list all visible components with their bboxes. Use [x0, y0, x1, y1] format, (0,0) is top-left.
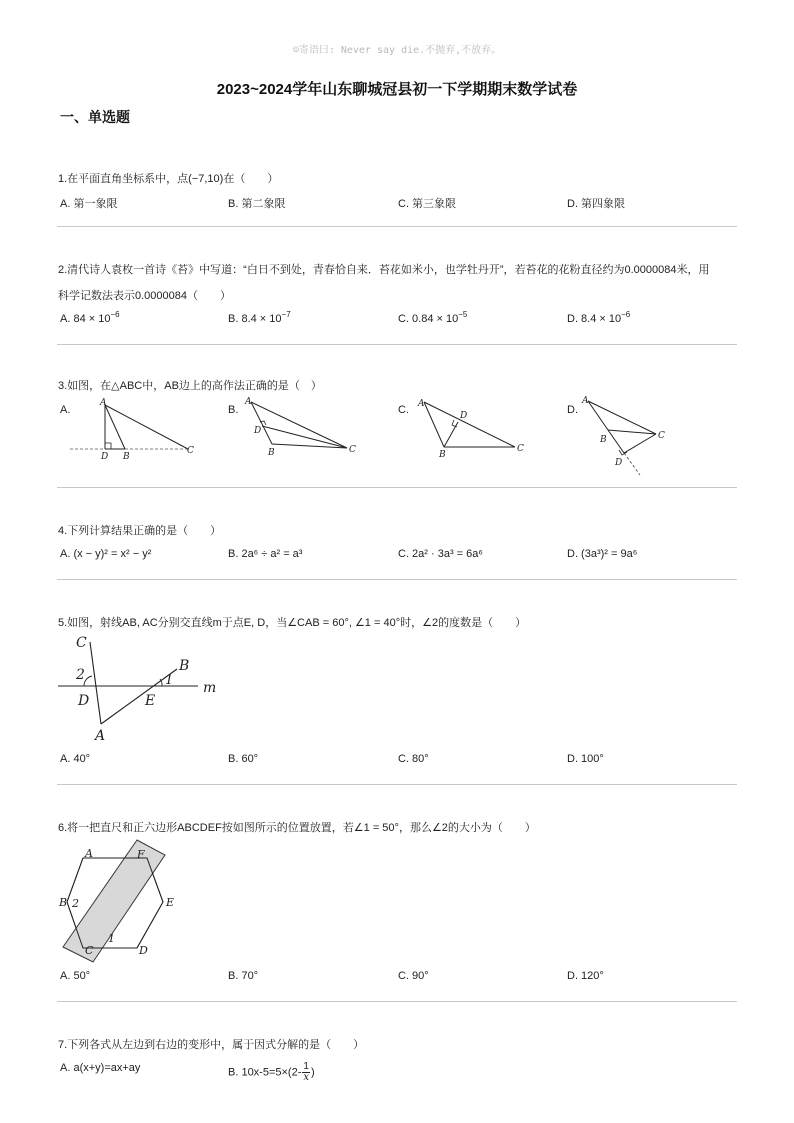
svg-text:B: B [179, 658, 190, 674]
separator [57, 226, 737, 227]
watermark: ☺寄语曰: Never say die.不抛弃,不放弃。 [292, 45, 502, 56]
q5-option-c[interactable]: C. 80° [398, 753, 429, 765]
q5-option-b[interactable]: B. 60° [228, 753, 259, 765]
svg-text:m: m [203, 680, 217, 696]
svg-text:A: A [418, 399, 425, 409]
q2-option-a[interactable]: A. $84 \times 10^{-6}$ [60, 310, 120, 325]
q4-option-d[interactable]: D. (3a³)² = 9a⁶ [567, 548, 638, 560]
svg-text:D: D [78, 693, 90, 709]
svg-text:A: A [100, 398, 107, 408]
q3-figure-c [418, 395, 538, 460]
separator [57, 579, 737, 580]
svg-text:D: D [101, 452, 109, 462]
separator [57, 487, 737, 488]
svg-text:1: 1 [108, 932, 115, 945]
svg-text:B: B [439, 450, 446, 460]
q5-figure [55, 632, 235, 744]
q1-option-d[interactable]: D. 第四象限 [567, 198, 626, 210]
svg-text:B: B [123, 452, 130, 462]
q2-option-c[interactable]: C. $0.84 \times 10^{-5}$ [398, 310, 468, 325]
svg-text:1: 1 [165, 673, 174, 688]
question-6-stem: 6.将一把直尺和正六边形ABCDEF按如图所示的位置放置，若∠1 = 50°，那么∠2的大小为（ ） [58, 822, 536, 834]
q2-option-d[interactable]: D. $8.4 \times 10^{-6}$ [567, 310, 631, 325]
page-title: 2023~2024学年山东聊城冠县初一下学期期末数学试卷 [216, 81, 578, 98]
q3-option-d[interactable]: D. [567, 404, 578, 416]
q7-option-a[interactable]: A. a(x+y)=ax+ay [60, 1062, 141, 1074]
svg-text:C: C [349, 445, 356, 455]
svg-text:C: C [658, 431, 665, 441]
q6-option-c[interactable]: C. 90° [398, 970, 429, 982]
svg-text:D: D [254, 426, 262, 436]
svg-text:D: D [615, 458, 623, 468]
svg-text:E: E [145, 693, 156, 709]
q1-option-a[interactable]: A. 第一象限 [60, 198, 118, 210]
separator [57, 1001, 737, 1002]
q2-option-b[interactable]: B. $8.4 \times 10^{-7}$ [228, 310, 291, 325]
q6-figure [55, 836, 185, 964]
q3-figure-d [582, 395, 682, 477]
svg-text:A: A [245, 397, 252, 407]
q6-option-d[interactable]: D. 120° [567, 970, 604, 982]
q4-option-b[interactable]: B. 2a⁶ ÷ a² = a³ [228, 548, 303, 560]
svg-text:A: A [95, 728, 106, 744]
question-4-stem: 4.下列计算结果正确的是（ ） [58, 525, 222, 537]
question-3-stem: 3.如图，在△ABC中，AB边上的高作法正确的是（ ） [58, 380, 322, 392]
section-heading: 一、单选题 [60, 109, 130, 125]
q3-option-b[interactable]: B. [228, 404, 239, 416]
q6-option-b[interactable]: B. 70° [228, 970, 259, 982]
q5-option-a[interactable]: A. 40° [60, 753, 91, 765]
svg-text:B: B [59, 896, 68, 909]
q3-figure-a [70, 395, 200, 465]
q7-option-b[interactable]: B. 10x-5=5×(2- $\frac{1}{x}$ ) [228, 1061, 315, 1083]
svg-text:2: 2 [72, 897, 79, 910]
question-2-stem-line2: 科学记数法表示0.0000084（ ） [58, 290, 231, 302]
question-1-stem: 1.在平面直角坐标系中，点(−7,10)在（ ） [58, 173, 279, 185]
question-7-stem: 7.下列各式从左边到右边的变形中，属于因式分解的是（ ） [58, 1039, 365, 1051]
q1-option-c[interactable]: C. 第三象限 [398, 198, 457, 210]
q6-option-a[interactable]: A. 50° [60, 970, 91, 982]
svg-text:D: D [139, 944, 148, 957]
separator [57, 784, 737, 785]
svg-text:C: C [187, 446, 194, 456]
q4-option-c[interactable]: C. 2a² · 3a³ = 6a⁶ [398, 548, 483, 560]
separator [57, 344, 737, 345]
question-5-stem: 5.如图，射线AB, AC分别交直线m于点E, D，当∠CAB = 60°, ∠1 = 40°时，∠2的度数是（ ） [58, 617, 527, 629]
svg-text:B: B [268, 448, 275, 458]
q3-option-c[interactable]: C. [398, 404, 409, 416]
svg-text:2: 2 [76, 667, 85, 683]
q5-option-d[interactable]: D. 100° [567, 753, 604, 765]
q3-figure-b [245, 395, 365, 460]
svg-text:C: C [85, 944, 94, 957]
svg-text:B: B [600, 435, 607, 445]
svg-text:E: E [166, 896, 175, 909]
svg-text:D: D [460, 411, 468, 421]
q3-option-a[interactable]: A. [60, 404, 71, 416]
svg-text:C: C [517, 444, 524, 454]
svg-text:A: A [582, 396, 589, 406]
q1-option-b[interactable]: B. 第二象限 [228, 198, 286, 210]
question-2-stem-line1: 2.清代诗人袁枚一首诗《苔》中写道：“白日不到处，青春恰自来．苔花如米小，也学牡丹开”，若苔花的花粉直径约为0.0000084米，用 [58, 264, 710, 276]
svg-text:A: A [85, 847, 93, 860]
q4-option-a[interactable]: A. (x − y)² = x² − y² [60, 548, 152, 560]
svg-text:C: C [76, 635, 87, 651]
svg-text:F: F [137, 848, 145, 861]
